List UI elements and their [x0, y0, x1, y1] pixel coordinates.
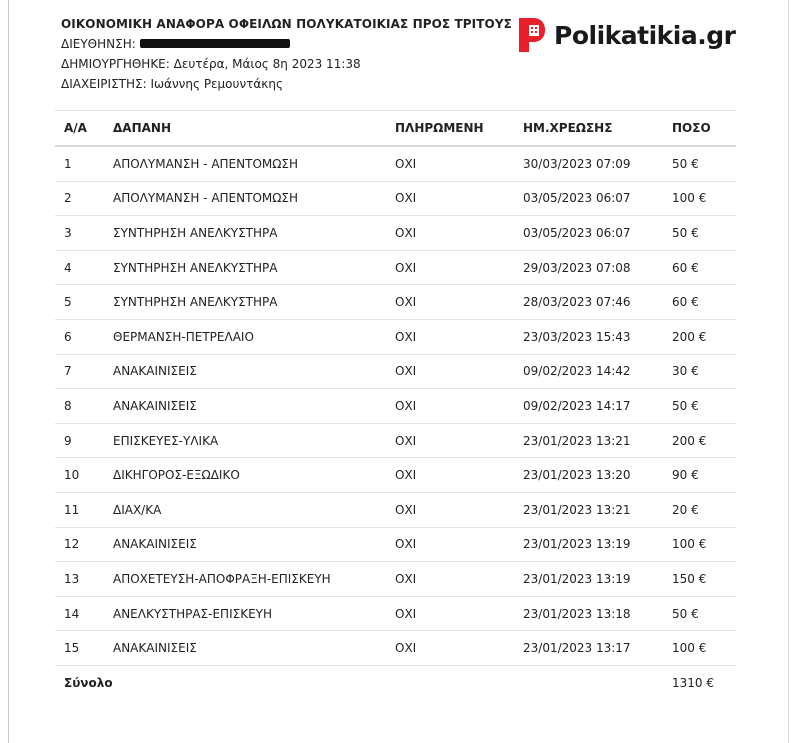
row-paid: ΟΧΙ	[386, 319, 514, 354]
row-paid: ΟΧΙ	[386, 458, 514, 493]
row-index: 15	[55, 631, 104, 666]
row-expense: ΕΠΙΣΚΕΥΕΣ-ΥΛΙΚΑ	[104, 423, 386, 458]
row-charge-date: 09/02/2023 14:42	[514, 354, 663, 389]
row-charge-date: 23/01/2023 13:20	[514, 458, 663, 493]
row-charge-date: 23/01/2023 13:18	[514, 596, 663, 631]
table-row	[55, 562, 736, 597]
row-expense: ΑΠΟΛΥΜΑΝΣΗ - ΑΠΕΝΤΟΜΩΣΗ	[104, 146, 386, 181]
table-row	[55, 181, 736, 216]
table-row	[55, 354, 736, 389]
row-expense: ΔΙΚΗΓΟΡΟΣ-ΕΞΩΔΙΚΟ	[104, 458, 386, 493]
row-expense: ΘΕΡΜΑΝΣΗ-ΠΕΤΡΕΛΑΙΟ	[104, 319, 386, 354]
header-index: Α/Α	[55, 111, 104, 147]
row-amount: 100 €	[663, 527, 736, 562]
row-charge-date: 30/03/2023 07:09	[514, 146, 663, 181]
row-paid: ΟΧΙ	[386, 631, 514, 666]
row-index: 7	[55, 354, 104, 389]
row-charge-date: 03/05/2023 06:07	[514, 181, 663, 216]
row-amount: 150 €	[663, 562, 736, 597]
row-expense: ΔΙΑΧ/ΚΑ	[104, 492, 386, 527]
created-line: ΔΗΜΙΟΥΡΓΗΘΗΚΕ: Δευτέρα, Μάιος 8η 2023 11:38	[61, 57, 361, 71]
table-row	[55, 285, 736, 320]
table-row	[55, 216, 736, 251]
row-index: 12	[55, 527, 104, 562]
row-charge-date: 23/01/2023 13:17	[514, 631, 663, 666]
row-index: 3	[55, 216, 104, 251]
header-charge-date: ΗΜ.ΧΡΕΩΣΗΣ	[514, 111, 663, 147]
row-index: 8	[55, 389, 104, 424]
header-amount: ΠΟΣΟ	[663, 111, 736, 147]
row-expense: ΑΝΑΚΑΙΝΙΣΕΙΣ	[104, 631, 386, 666]
row-paid: ΟΧΙ	[386, 285, 514, 320]
row-index: 13	[55, 562, 104, 597]
row-amount: 50 €	[663, 216, 736, 251]
table-header-row	[55, 111, 736, 147]
row-amount: 50 €	[663, 596, 736, 631]
row-index: 5	[55, 285, 104, 320]
row-charge-date: 23/01/2023 13:19	[514, 562, 663, 597]
row-paid: ΟΧΙ	[386, 423, 514, 458]
table-row	[55, 146, 736, 181]
row-amount: 30 €	[663, 354, 736, 389]
table-row	[55, 423, 736, 458]
row-index: 10	[55, 458, 104, 493]
row-charge-date: 28/03/2023 07:46	[514, 285, 663, 320]
row-charge-date: 23/01/2023 13:21	[514, 423, 663, 458]
row-index: 9	[55, 423, 104, 458]
row-amount: 60 €	[663, 285, 736, 320]
row-amount: 50 €	[663, 146, 736, 181]
row-charge-date: 23/01/2023 13:21	[514, 492, 663, 527]
row-charge-date: 03/05/2023 06:07	[514, 216, 663, 251]
row-expense: ΑΠΟΧΕΤΕΥΣΗ-ΑΠΟΦΡΑΞΗ-ΕΠΙΣΚΕΥΗ	[104, 562, 386, 597]
row-index: 11	[55, 492, 104, 527]
row-expense: ΑΝΑΚΑΙΝΙΣΕΙΣ	[104, 389, 386, 424]
row-expense: ΑΝΑΚΑΙΝΙΣΕΙΣ	[104, 527, 386, 562]
row-paid: ΟΧΙ	[386, 596, 514, 631]
row-index: 1	[55, 146, 104, 181]
row-amount: 60 €	[663, 250, 736, 285]
total-row	[55, 665, 736, 699]
row-charge-date: 29/03/2023 07:08	[514, 250, 663, 285]
row-amount: 200 €	[663, 423, 736, 458]
row-charge-date: 09/02/2023 14:17	[514, 389, 663, 424]
row-amount: 50 €	[663, 389, 736, 424]
row-paid: ΟΧΙ	[386, 250, 514, 285]
redacted-address	[140, 39, 290, 48]
polikatikia-logo-icon	[516, 16, 546, 54]
table-row	[55, 458, 736, 493]
row-amount: 90 €	[663, 458, 736, 493]
row-expense: ΣΥΝΤΗΡΗΣΗ ΑΝΕΛΚΥΣΤΗΡΑ	[104, 250, 386, 285]
row-expense: ΣΥΝΤΗΡΗΣΗ ΑΝΕΛΚΥΣΤΗΡΑ	[104, 285, 386, 320]
manager-line: ΔΙΑΧΕΙΡΙΣΤΗΣ: Ιωάννης Ρεμουντάκης	[61, 77, 284, 91]
table-row	[55, 527, 736, 562]
row-paid: ΟΧΙ	[386, 354, 514, 389]
header-paid: ΠΛΗΡΩΜΕΝΗ	[386, 111, 514, 147]
table-row	[55, 389, 736, 424]
address-line	[61, 34, 512, 54]
header-expense: ΔΑΠΑΝΗ	[104, 111, 386, 147]
row-expense: ΑΠΟΛΥΜΑΝΣΗ - ΑΠΕΝΤΟΜΩΣΗ	[104, 181, 386, 216]
brand-logo	[516, 16, 735, 54]
total-label: Σύνολο	[64, 675, 113, 690]
page-right-border	[788, 0, 789, 743]
row-charge-date: 23/01/2023 13:19	[514, 527, 663, 562]
expenses-table	[55, 110, 736, 700]
row-paid: ΟΧΙ	[386, 181, 514, 216]
page-left-border	[8, 0, 9, 743]
brand-name: Polikatikia.gr	[554, 20, 736, 50]
row-amount: 100 €	[663, 181, 736, 216]
row-amount: 20 €	[663, 492, 736, 527]
report-title: ΟΙΚΟΝΟΜΙΚΗ ΑΝΑΦΟΡΑ ΟΦΕΙΛΩΝ ΠΟΛΥΚΑΤΟΙΚΙΑΣ ΠΡΟΣ ΤΡΙΤΟΥΣ	[61, 17, 512, 31]
table-row	[55, 596, 736, 631]
row-paid: ΟΧΙ	[386, 146, 514, 181]
table-row	[55, 250, 736, 285]
table-row	[55, 492, 736, 527]
row-charge-date: 23/03/2023 15:43	[514, 319, 663, 354]
row-index: 4	[55, 250, 104, 285]
row-expense: ΑΝΕΛΚΥΣΤΗΡΑΣ-ΕΠΙΣΚΕΥΗ	[104, 596, 386, 631]
row-amount: 100 €	[663, 631, 736, 666]
row-index: 14	[55, 596, 104, 631]
address-label: ΔΙΕΥΘΗΝΣΗ:	[61, 37, 136, 51]
row-index: 2	[55, 181, 104, 216]
row-amount: 200 €	[663, 319, 736, 354]
row-expense: ΑΝΑΚΑΙΝΙΣΕΙΣ	[104, 354, 386, 389]
row-paid: ΟΧΙ	[386, 389, 514, 424]
row-paid: ΟΧΙ	[386, 216, 514, 251]
row-expense: ΣΥΝΤΗΡΗΣΗ ΑΝΕΛΚΥΣΤΗΡΑ	[104, 216, 386, 251]
table-row	[55, 319, 736, 354]
row-paid: ΟΧΙ	[386, 562, 514, 597]
table-row	[55, 631, 736, 666]
row-paid: ΟΧΙ	[386, 527, 514, 562]
row-paid: ΟΧΙ	[386, 492, 514, 527]
report-header	[61, 14, 512, 94]
row-index: 6	[55, 319, 104, 354]
total-value: 1310 €	[672, 675, 714, 690]
